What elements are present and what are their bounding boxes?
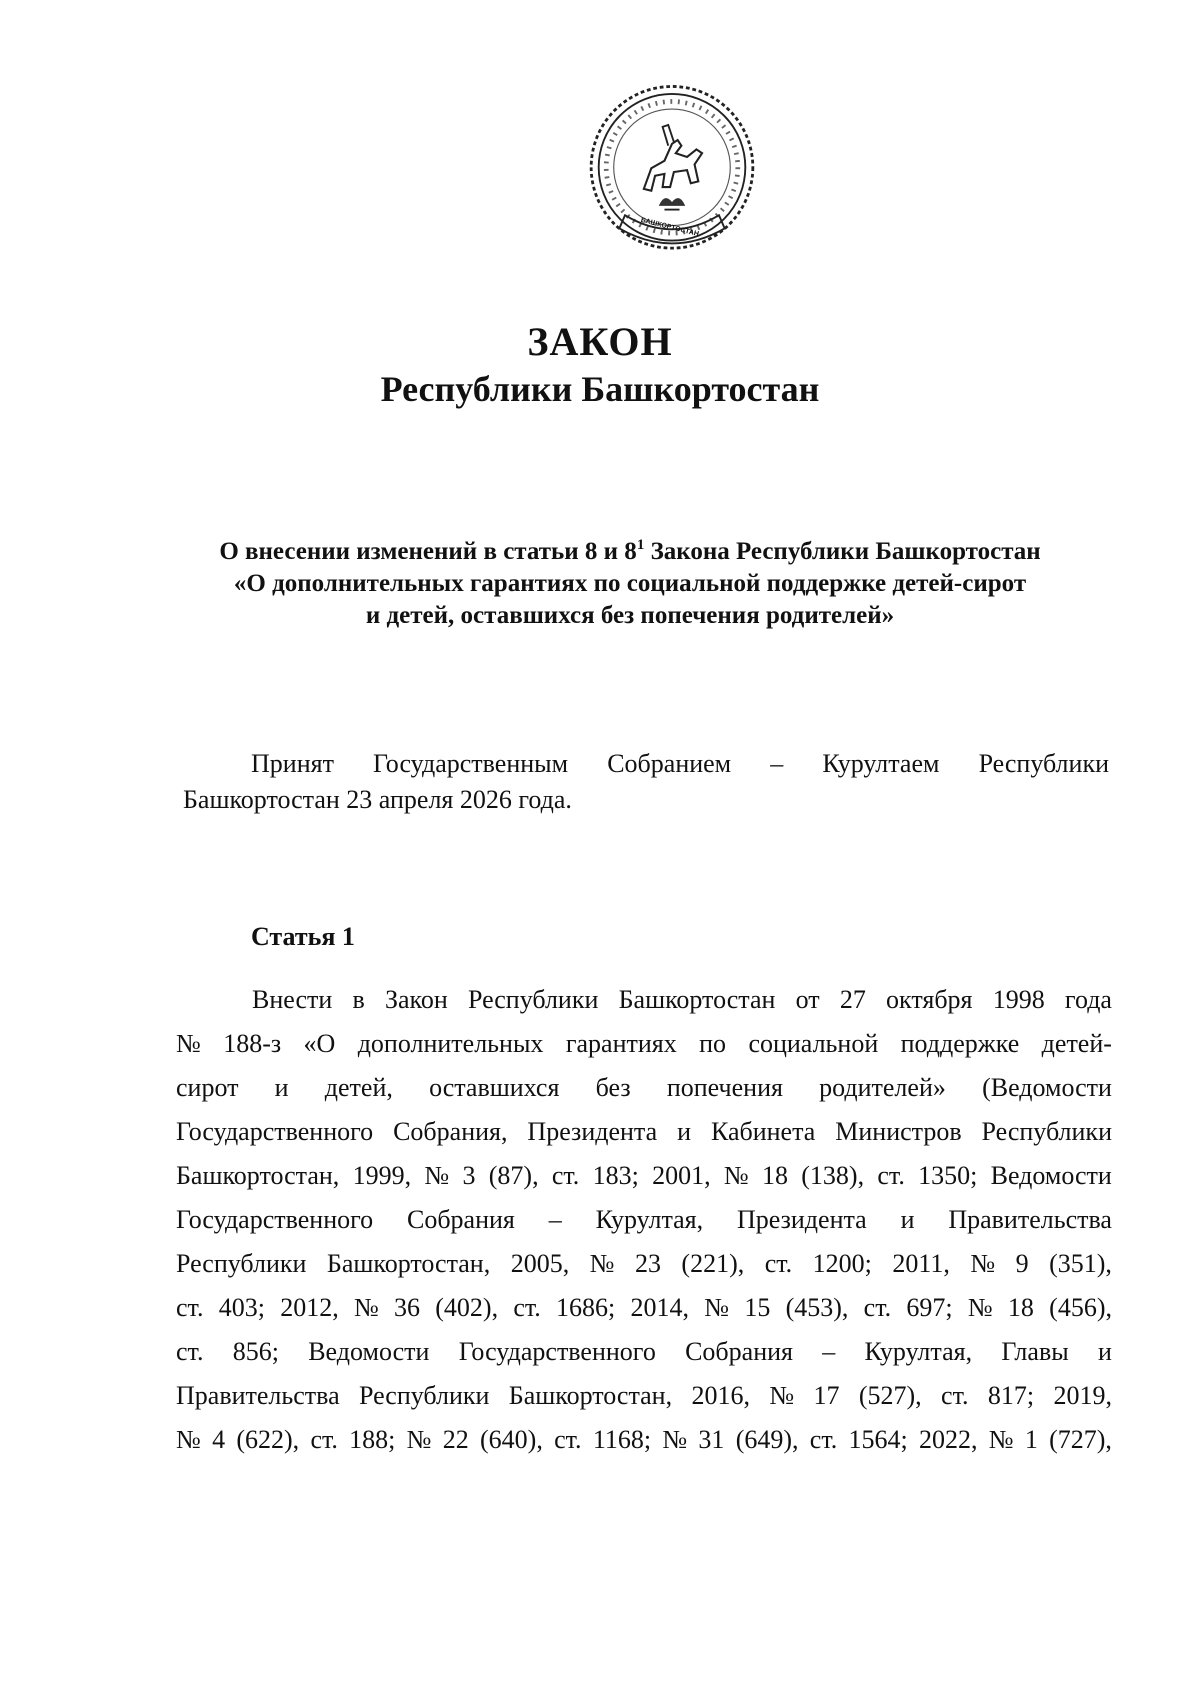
word: 856;	[232, 1337, 279, 1366]
word: ст.	[877, 1161, 905, 1190]
word: №	[967, 1293, 993, 1322]
word: Собранием	[607, 749, 732, 778]
word: (138),	[801, 1161, 865, 1190]
word: Внести	[252, 985, 333, 1014]
word: Республики	[981, 1117, 1112, 1146]
text-line	[176, 1066, 1112, 1110]
word: (640),	[480, 1425, 543, 1454]
word: 17	[813, 1381, 840, 1410]
word: ст.	[176, 1293, 204, 1322]
word: –	[822, 1337, 836, 1366]
word: и	[1097, 1337, 1112, 1366]
word: Закон	[384, 985, 448, 1014]
word: 18	[761, 1161, 788, 1190]
word: (221),	[681, 1249, 745, 1278]
word: Государственным	[373, 749, 569, 778]
word: №	[769, 1381, 795, 1410]
word: Президента	[736, 1205, 867, 1234]
word: ст.	[176, 1337, 204, 1366]
word: Государственного	[458, 1337, 656, 1366]
word: 1200;	[812, 1249, 872, 1278]
adoption-statement	[183, 746, 1109, 818]
adoption-line-1	[183, 746, 1109, 782]
word: Республики	[358, 1381, 490, 1410]
word: Собрания	[685, 1337, 793, 1366]
word: Башкортостан,	[508, 1381, 673, 1410]
word: (453),	[785, 1293, 849, 1322]
word: Президента	[527, 1117, 658, 1146]
word: Башкортостан,	[176, 1161, 340, 1190]
word: Министров	[835, 1117, 962, 1146]
word: (87),	[488, 1161, 539, 1190]
word: Республики	[176, 1249, 307, 1278]
word: Башкортостан	[618, 985, 776, 1014]
word: №	[424, 1161, 450, 1190]
word: 22	[442, 1425, 469, 1454]
word: в	[352, 985, 365, 1014]
text-line	[176, 1242, 1112, 1286]
subject-line-1	[150, 536, 1110, 568]
word: 403;	[218, 1293, 265, 1322]
word: 188;	[349, 1425, 396, 1454]
word: поддержке	[900, 1029, 1020, 1058]
word: 15	[744, 1293, 771, 1322]
word: ст.	[551, 1161, 580, 1190]
republic-title: Республики Башкортостан	[380, 369, 820, 409]
law-subject	[150, 536, 1110, 632]
word: 817;	[987, 1381, 1035, 1410]
adoption-line-2: Башкортостан 23 апреля 2026 года.	[183, 785, 572, 814]
word: 2016,	[691, 1381, 750, 1410]
word: Ведомости	[308, 1337, 430, 1366]
word: года	[1064, 985, 1112, 1014]
word: Принят	[251, 749, 334, 778]
word: Курултаем	[822, 749, 940, 778]
word: (Ведомости	[982, 1073, 1112, 1102]
word: дополнительных	[357, 1029, 544, 1058]
word: октября	[886, 985, 973, 1014]
word: 3	[462, 1161, 476, 1190]
emblem-ribbon-text: БАШКОРТОСТАН	[640, 216, 700, 239]
word: (351),	[1049, 1249, 1112, 1278]
word: 27	[839, 985, 866, 1014]
word: и	[900, 1205, 915, 1234]
article-1-body	[176, 978, 1112, 1462]
word: Государственного	[176, 1205, 374, 1234]
text-line	[176, 1154, 1112, 1198]
word: 697;	[906, 1293, 953, 1322]
word: и	[677, 1117, 692, 1146]
word: ст.	[863, 1293, 892, 1322]
word: ст.	[554, 1425, 582, 1454]
word: 2022,	[919, 1425, 978, 1454]
text-line	[176, 1418, 1112, 1462]
word: Собрания,	[393, 1117, 508, 1146]
word: Кабинета	[710, 1117, 816, 1146]
word: №	[988, 1425, 1014, 1454]
text-line	[176, 978, 1112, 1022]
word: №	[970, 1249, 996, 1278]
word: (622),	[236, 1425, 300, 1454]
word: 188-з	[223, 1029, 282, 1058]
law-title: ЗАКОН	[527, 319, 673, 364]
subject-line-1-text: О внесении изменений в статьи 8 и 8	[219, 538, 637, 565]
word: Башкортостан,	[326, 1249, 491, 1278]
word: 36	[394, 1293, 420, 1322]
word: 2005,	[510, 1249, 570, 1278]
word: 2014,	[630, 1293, 690, 1322]
text-line	[176, 1198, 1112, 1242]
word: (727),	[1049, 1425, 1112, 1454]
word: 1686;	[556, 1293, 616, 1322]
word: 2019,	[1053, 1381, 1112, 1410]
word: и	[274, 1073, 289, 1102]
subject-superscript: 1	[636, 537, 645, 553]
text-line	[176, 1110, 1112, 1154]
word: Собрания	[406, 1205, 515, 1234]
text-line	[176, 1330, 1112, 1374]
word: 31	[698, 1425, 725, 1454]
word: –	[770, 749, 784, 778]
word: Республики	[978, 749, 1109, 778]
word: 2012,	[280, 1293, 339, 1322]
word: родителей»	[819, 1073, 946, 1102]
text-line	[176, 1286, 1112, 1330]
word: ст.	[809, 1425, 838, 1454]
word: 1	[1024, 1425, 1038, 1454]
word: Республики	[467, 985, 599, 1014]
word: 1350;	[918, 1161, 978, 1190]
subject-line-1-tail: Закона Республики Башкортостан	[644, 538, 1041, 565]
word: ст.	[941, 1381, 969, 1410]
word: Ведомости	[990, 1161, 1112, 1190]
word: оставшихся	[429, 1073, 560, 1102]
word: 23	[634, 1249, 661, 1278]
word: детей,	[324, 1073, 393, 1102]
word: ст.	[310, 1425, 338, 1454]
word: (402),	[435, 1293, 499, 1322]
word: «О	[303, 1029, 336, 1058]
word: Государственного	[176, 1117, 374, 1146]
word: №	[406, 1425, 432, 1454]
bashkortostan-emblem-icon	[578, 78, 766, 266]
word: №	[589, 1249, 615, 1278]
word: гарантиях	[565, 1029, 677, 1058]
subject-line-2: «О дополнительных гарантиях по социальной поддержке детей-сирот	[233, 570, 1027, 597]
word: 1998	[992, 985, 1045, 1014]
word: 183;	[592, 1161, 639, 1190]
word: социальной	[748, 1029, 879, 1058]
word: сирот	[176, 1073, 239, 1102]
word: ст.	[764, 1249, 793, 1278]
word: №	[176, 1029, 201, 1058]
word: 1564;	[848, 1425, 908, 1454]
word: 1999,	[352, 1161, 412, 1190]
subject-line-3: и детей, оставшихся без попечения родителей»	[365, 602, 895, 629]
word: №	[662, 1425, 688, 1454]
word: попечения	[666, 1073, 783, 1102]
article-1-heading: Статья 1	[251, 922, 355, 951]
word: №	[353, 1293, 379, 1322]
word: №	[176, 1425, 201, 1454]
word: по	[699, 1029, 727, 1058]
word: (527),	[858, 1381, 922, 1410]
word: 1168;	[592, 1425, 652, 1454]
word: №	[704, 1293, 730, 1322]
word: Правительства	[948, 1205, 1112, 1234]
text-line	[176, 1022, 1112, 1066]
word: (649),	[735, 1425, 799, 1454]
word: 18	[1007, 1293, 1034, 1322]
word: ст.	[513, 1293, 541, 1322]
word: №	[723, 1161, 749, 1190]
word: без	[595, 1073, 631, 1102]
word: 9	[1015, 1249, 1029, 1278]
word: 2001,	[652, 1161, 711, 1190]
word: 4	[212, 1425, 226, 1454]
word: Курултая,	[864, 1337, 973, 1366]
word: Правительства	[176, 1381, 340, 1410]
word: (456),	[1049, 1293, 1112, 1322]
word: детей-	[1041, 1029, 1112, 1058]
word: –	[548, 1205, 562, 1234]
word: Курултая,	[595, 1205, 704, 1234]
text-line	[176, 1374, 1112, 1418]
word: Главы	[1001, 1337, 1069, 1366]
word: 2011,	[892, 1249, 950, 1278]
word: от	[795, 985, 820, 1014]
